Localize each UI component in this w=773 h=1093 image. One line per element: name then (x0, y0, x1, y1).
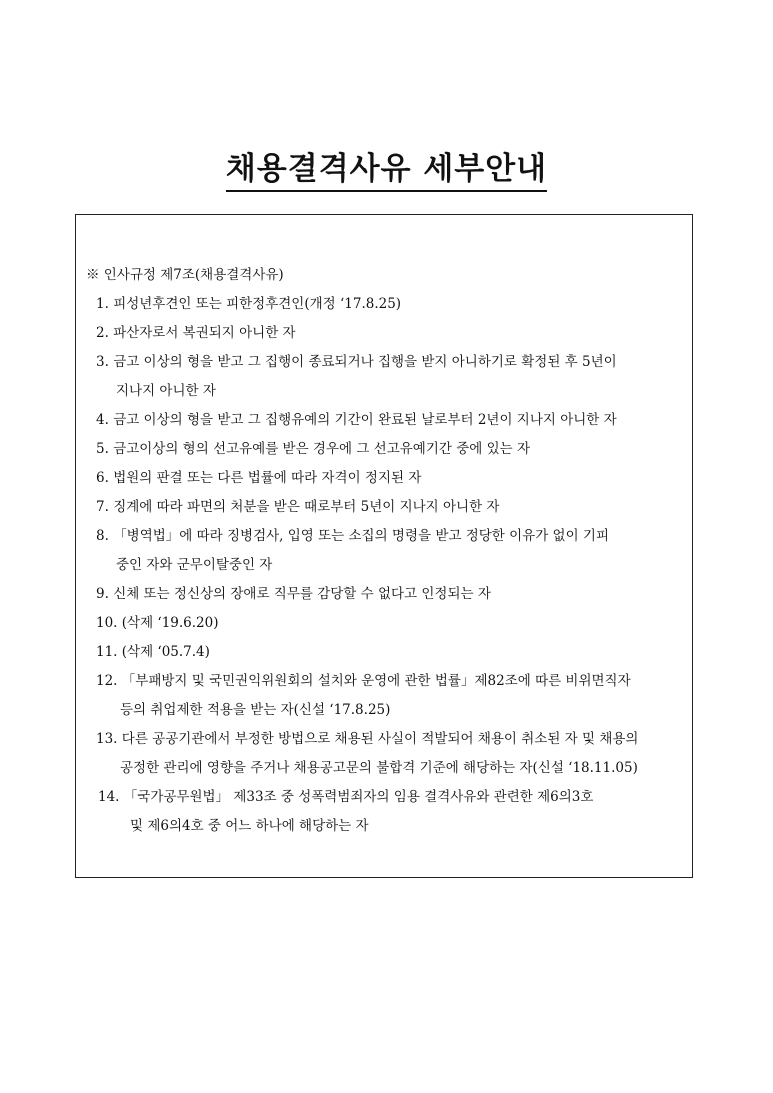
item-number: 10. (96, 615, 118, 631)
item-text: 다른 공공기관에서 부정한 방법으로 채용된 사실이 적발되어 채용이 취소된 자 및 채용의 (121, 731, 639, 747)
item-text: 금고 이상의 형을 받고 그 집행유예의 기간이 완료된 날로부터 2년이 지나지 아니한 자 (113, 412, 617, 428)
list-item (96, 580, 682, 609)
list-item (96, 638, 682, 667)
item-text-continued: 공정한 관리에 영향을 주거나 채용공고문의 불합격 기준에 해당하는 자(신설 ‘18.11.05) (120, 760, 638, 776)
list-item (96, 667, 682, 725)
item-text: 「병역법」에 따라 징병검사, 입영 또는 소집의 명령을 받고 정당한 이유가 없이 기피 (113, 528, 609, 544)
title-area (0, 150, 773, 192)
item-text: 법원의 판결 또는 다른 법률에 따라 자격이 정지된 자 (113, 470, 422, 486)
item-number: 1. (96, 296, 109, 312)
disqualification-list (96, 290, 682, 841)
list-item (98, 783, 682, 841)
list-item (96, 435, 682, 464)
item-text: 파산자로서 복권되지 아니한 자 (113, 325, 296, 341)
item-number: 13. (96, 731, 118, 747)
item-number: 2. (96, 325, 109, 341)
item-number: 6. (96, 470, 109, 486)
list-item (96, 493, 682, 522)
list-item (96, 464, 682, 493)
content-box (75, 214, 693, 878)
list-item (96, 406, 682, 435)
list-item (96, 725, 682, 783)
item-number: 11. (96, 644, 118, 660)
item-number: 3. (96, 354, 109, 370)
item-text-continued: 등의 취업제한 적용을 받는 자(신설 ‘17.8.25) (120, 702, 391, 718)
item-number: 14. (98, 789, 120, 805)
item-number: 8. (96, 528, 109, 544)
item-text: 징계에 따라 파면의 처분을 받은 때로부터 5년이 지나지 아니한 자 (113, 499, 500, 515)
item-text: (삭제 ‘19.6.20) (121, 615, 219, 631)
item-text: (삭제 ‘05.7.4) (121, 644, 210, 660)
item-number: 9. (96, 586, 109, 602)
list-item (96, 348, 682, 406)
item-number: 12. (96, 673, 118, 689)
item-text: 「부패방지 및 국민권익위원회의 설치와 운영에 관한 법률」제82조에 따른 비위면직자 (121, 673, 631, 689)
list-item (96, 522, 682, 580)
item-text: 신체 또는 정신상의 장애로 직무를 감당할 수 없다고 인정되는 자 (113, 586, 491, 602)
page-title: 채용결격사유 세부안내 (226, 150, 547, 192)
item-number: 7. (96, 499, 109, 515)
item-text-continued: 중인 자와 군무이탈중인 자 (116, 557, 273, 573)
list-item (96, 319, 682, 348)
regulation-note: ※ 인사규정 제7조(채용결격사유) (86, 267, 284, 283)
item-number: 4. (96, 412, 109, 428)
item-text-continued: 지나지 아니한 자 (116, 383, 216, 399)
list-item (96, 609, 682, 638)
list-item (96, 290, 682, 319)
item-number: 5. (96, 441, 109, 457)
item-text: 「국가공무원법」 제33조 중 성폭력범죄자의 임용 결격사유와 관련한 제6의3호 (123, 789, 594, 805)
item-text: 피성년후견인 또는 피한정후견인(개정 ‘17.8.25) (113, 296, 402, 312)
item-text: 금고 이상의 형을 받고 그 집행이 종료되거나 집행을 받지 아니하기로 확정된 후 5년이 (113, 354, 617, 370)
item-text-continued: 및 제6의4호 중 어느 하나에 해당하는 자 (130, 818, 369, 834)
item-text: 금고이상의 형의 선고유예를 받은 경우에 그 선고유예기간 중에 있는 자 (113, 441, 530, 457)
